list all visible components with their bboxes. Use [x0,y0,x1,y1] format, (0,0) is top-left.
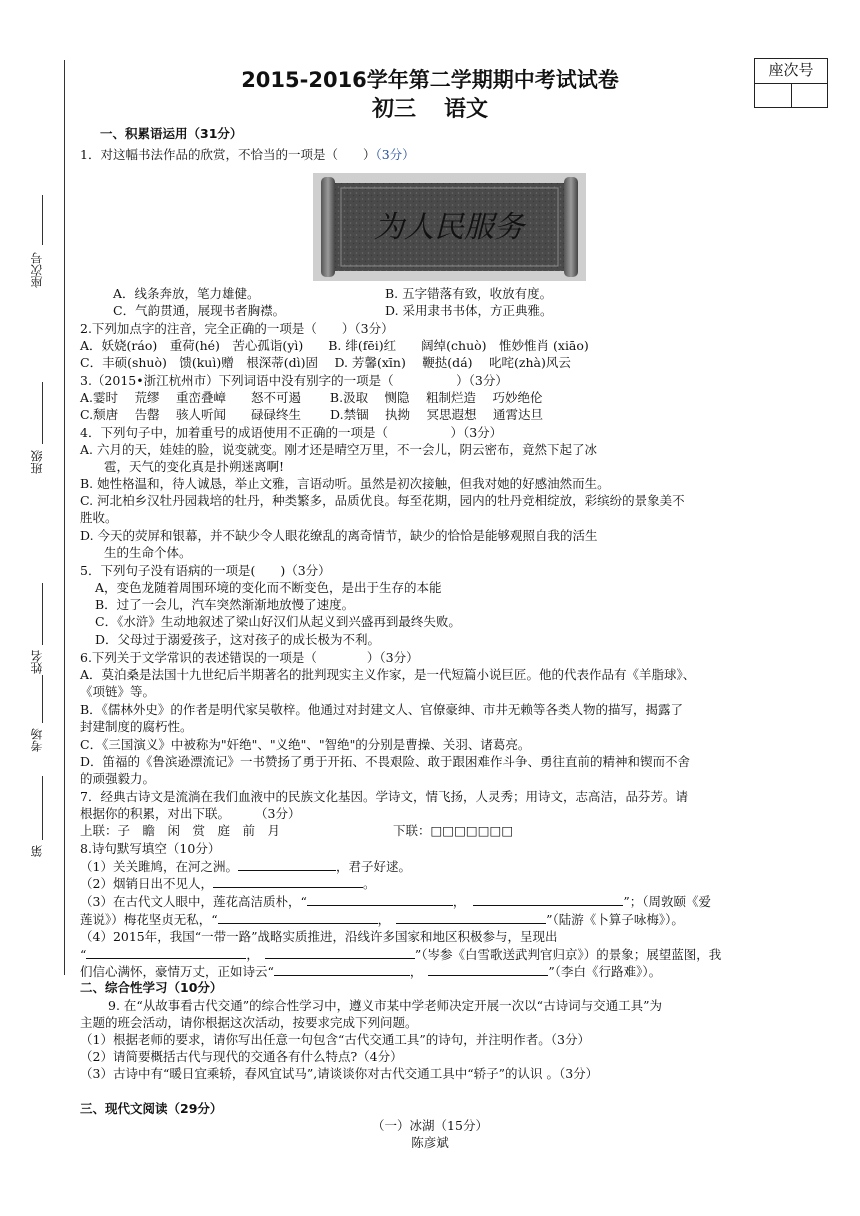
calligraphy-scroll-image [313,173,586,281]
side-label-class: 班级 [30,450,44,474]
q1-option-a: A．线条奔放，笔力雄健。 [113,286,260,301]
q6-option-b-2: 封建制度的腐朽性。 [80,719,193,734]
side-blank-room [42,675,43,723]
q4-option-c-2: 胜收。 [80,510,118,525]
q1-option-c: C．气韵贯通，展现书者胸襟。 [113,303,286,318]
q5-option-d: D．父母过于溺爱孩子，这对孩子的成长极为不利。 [95,632,381,647]
q6-option-d-1: D．笛福的《鲁滨逊漂流记》一书赞扬了勇于开拓、不畏艰险、敢于跟困难作斗争、勇往直前的精神和锲而不舍 [80,754,691,769]
q5-stem: 5．下列句子没有语病的一项是( )（3分） [80,563,331,578]
q4-option-a-1: A. 六月的天，娃娃的脸，说变就变。刚才还是晴空万里，不一会儿，阴云密布，竟然下起了冰 [80,442,597,457]
q8-item-4-line-1: （4）2015年，我国“一带一路”战略实质推进，沿线许多国家和地区积极参与，呈现出 [80,929,558,944]
q5-option-a: A，变色龙随着周围环境的变化而不断变色，是出于生存的本能 [95,580,442,595]
q7-line-1: 7．经典古诗文是流淌在我们血液中的民族文化基因。学诗文，情飞扬，人灵秀；用诗文，志高洁，品芬芳。请 [80,789,688,804]
q7-lower-couplet[interactable]: 下联：□□□□□□□ [393,823,514,838]
section-2-heading: 二、综合性学习（10分） [80,980,223,995]
q4-stem: 4．下列句子中，加着重号的成语使用不正确的一项是（ ）（3分） [80,425,503,440]
q1-stem: 1．对这幅书法作品的欣赏，不恰当的一项是（ ）（3分） [80,147,415,162]
side-label-no: 第 [30,845,44,857]
q8-item-4-line-2: “ ， ”（岑参《白雪歌送武判官归京》）的景象；展望蓝图，我 [80,947,722,962]
q7-line-2: 根据你的积累，对出下联。 （3分） [80,806,301,821]
q8-item-3-line-2: 莲说》）梅花坚贞无私，“ ， ”（陆游《卜算子咏梅》）。 [80,912,684,927]
q9-sub-3: （3）古诗中有“暖日宜乘轿，春风宜试马”,请谈谈你对古代交通工具中“轿子”的认识 。（3分） [80,1066,599,1081]
q5-option-c: C．《水浒》生动地叙述了梁山好汉们从起义到兴盛再到最终失败。 [95,614,461,629]
q1-option-d: D. 采用隶书书体，方正典雅。 [385,303,553,318]
exam-subtitle [0,92,860,123]
reading-title: （一）冰湖（15分） [372,1118,488,1133]
q9-line-2: 主题的班会活动，请你根据这次活动，按要求完成下列问题。 [80,1015,418,1030]
q2-stem: 2.下列加点字的注音，完全正确的一项是（ ）（3分） [80,321,394,336]
q6-option-a-2: 《项链》等。 [80,684,156,699]
blank[interactable] [86,946,246,959]
q4-option-d-1: D. 今天的荧屏和银幕，并不缺少令人眼花缭乱的离奇情节，缺少的恰恰是能够观照自我的活生 [80,528,598,543]
q3-options-2: C.颓唐 告罄 骇人听闻 碌碌终生 D.禁锢 执拗 冥思遐想 通霄达旦 [80,407,543,422]
blank[interactable] [265,946,415,959]
side-blank-seat [42,195,43,245]
q8-item-2: （2）烟销日出不见人， 。 [80,876,376,891]
binding-line [64,60,65,975]
q3-stem: 3.（2015•浙江杭州市）下列词语中没有别字的一项是（ ）（3分） [80,373,508,388]
blank[interactable] [428,963,548,976]
q6-option-d-2: 的顽强毅力。 [80,771,156,786]
grade: 初三 [371,97,416,122]
q5-option-b: B．过了一会儿，汽车突然渐渐地放慢了速度。 [95,597,355,612]
section-3-heading: 三、现代文阅读（29分） [80,1101,223,1116]
q1-option-b: B. 五字错落有致，收放有度。 [385,286,553,301]
q6-option-c: C．《三国演义》中被称为"奸绝"、"义绝"、"智绝"的分别是曹操、关羽、诸葛亮。 [80,737,531,752]
blank[interactable] [213,875,363,888]
q8-stem: 8.诗句默写填空（10分） [80,841,221,856]
side-blank-class [42,382,43,444]
blank[interactable] [396,911,546,924]
q2-options-1: A．妖娆(ráo) 重荷(hé) 苦心孤诣(yì) B. 绯(fēi)红 阔绰(chuò) 惟妙惟肖 (xiāo) [80,338,589,353]
blank[interactable] [238,858,336,871]
q6-option-b-1: B．《儒林外史》的作者是明代家吴敬梓。他通过对封建文人、官僚豪绅、市井无赖等各类人物的描写，揭露了 [80,702,683,717]
q4-option-d-2: 生的生命个体。 [104,545,192,560]
blank[interactable] [218,911,378,924]
q4-option-c-1: C. 河北柏乡汉牡丹园栽培的牡丹，种类繁多，品质优良。每至花期，园内的牡丹竞相绽放，彩缤纷的景象美不 [80,493,685,508]
calligraphy-text: 为人民服务 [374,210,524,245]
q2-options-2: C．丰硕(shuò) 馈(kuì)赠 根深蒂(dì)固 D. 芳馨(xīn) 鞭挞(dá) 叱咤(zhà)风云 [80,355,571,370]
q4-option-b: B. 她性格温和，待人诚恳，举止文雅，言语动听。虽然是初次接触，但我对她的好感油然而生。 [80,476,610,491]
reading-author: 陈彦斌 [411,1135,449,1150]
q9-sub-2: （2）请简要概括古代与现代的交通各有什么特点?（4分） [80,1049,403,1064]
exam-title: 2015-2016学年第二学期期中考试试卷 [241,68,619,92]
q3-options-1: A.霎时 荒缪 重峦叠嶂 怒不可遏 B.汲取 恻隐 粗制烂造 巧妙绝伦 [80,390,543,405]
side-blank-no [42,776,43,840]
q6-stem: 6.下列关于文学常识的表述错误的一项是（ ）（3分） [80,650,419,665]
blank[interactable] [307,893,453,906]
side-blank-name [42,583,43,645]
side-label-room: 考场 [30,728,44,752]
q8-item-4-line-3: 们信心满怀，豪情万丈，正如诗云“ ， ”（李白《行路难》）。 [80,964,662,979]
blank[interactable] [473,893,623,906]
seat-number-label: 座次号 [755,59,827,84]
side-label-seat: 座次号 [30,252,44,288]
q8-item-1: （1）关关雎鸠，在河之洲。 ，君子好逑。 [80,859,411,874]
q7-upper-couplet: 上联：子 瞻 闲 赏 庭 前 月 [80,823,281,838]
q9-sub-1: （1）根据老师的要求，请你写出任意一句包含“古代交通工具”的诗句，并注明作者。（3分） [80,1032,590,1047]
q6-option-a-1: A．莫泊桑是法国十九世纪后半期著名的批判现实主义作家，是一代短篇小说巨匠。他的代表作品有《羊脂球》、 [80,667,696,682]
section-1-heading: 一、积累语运用（31分） [100,126,243,141]
q4-option-a-2: 雹，天气的变化真是扑朔迷离啊! [104,459,285,474]
side-label-name: 姓名 [30,650,44,674]
blank[interactable] [274,963,410,976]
subject: 语文 [444,97,489,122]
q9-line-1: 9. 在“从故事看古代交通”的综合性学习中，遵义市某中学老师决定开展一次以“古诗词与交通工具”为 [108,998,662,1013]
q8-item-3-line-1: （3）在古代文人眼中，莲花高洁质朴，“ ， ”；（周敦颐《爱 [80,894,712,909]
